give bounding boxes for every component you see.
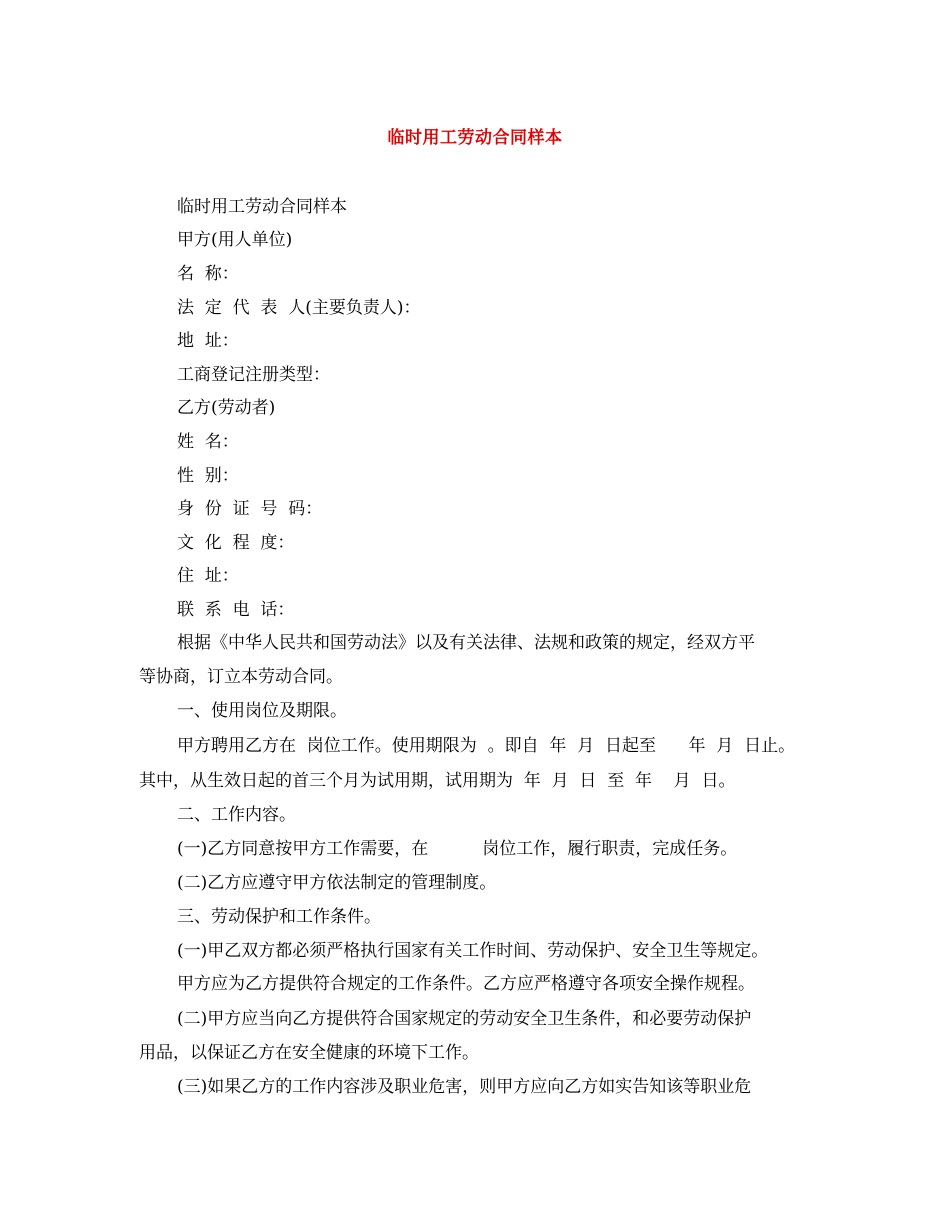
section-3-line-3: (二)甲方应当向乙方提供符合国家规定的劳动安全卫生条件，和必要劳动保护: [177, 1009, 752, 1029]
party-b-line: 乙方(劳动者): [177, 398, 276, 418]
section-3-line-2: 甲方应为乙方提供符合规定的工作条件。乙方应严格遵守各项安全操作规程。: [177, 974, 755, 994]
party-b-id-field: 身 份 证 号 码：: [177, 499, 323, 519]
party-a-name-field: 名 称：: [177, 264, 239, 284]
party-b-gender-field: 性 别：: [177, 466, 239, 486]
party-a-address-field: 地 址：: [177, 331, 239, 351]
preamble-line-1: 根据《中华人民共和国劳动法》以及有关法律、法规和政策的规定，经双方平: [177, 633, 755, 653]
section-3-line-5: (三)如果乙方的工作内容涉及职业危害，则甲方应向乙方如实告知该等职业危: [177, 1077, 752, 1097]
preamble-line-2: 等协商，订立本劳动合同。: [139, 667, 343, 687]
party-b-phone-field: 联 系 电 话：: [177, 600, 295, 620]
doc-heading-line: 临时用工劳动合同样本: [177, 197, 347, 217]
party-a-line: 甲方(用人单位): [177, 230, 293, 250]
section-heading-3: 三、劳动保护和工作条件。: [177, 907, 381, 927]
party-b-address-field: 住 址：: [177, 566, 239, 586]
party-b-education-field: 文 化 程 度：: [177, 533, 295, 553]
section-3-line-4: 用品，以保证乙方在安全健康的环境下工作。: [139, 1043, 479, 1063]
section-1-line-1: 甲方聘用乙方在 岗位工作。使用期限为 。即自 年 月 日起至 年 月 日止。: [177, 736, 796, 756]
party-b-name-field: 姓 名：: [177, 432, 239, 452]
page-title: 临时用工劳动合同样本: [387, 128, 563, 148]
party-a-regtype-field: 工商登记注册类型：: [177, 365, 330, 385]
section-3-line-1: (一)甲乙双方都必须严格执行国家有关工作时间、劳动保护、安全卫生等规定。: [177, 941, 769, 961]
section-heading-2: 二、工作内容。: [177, 805, 296, 825]
section-2-line-1: (一)乙方同意按甲方工作需要，在 岗位工作，履行职责，完成任务。: [177, 839, 738, 859]
party-a-rep-field: 法 定 代 表 人(主要负责人)：: [177, 298, 421, 318]
section-1-line-2: 其中，从生效日起的首三个月为试用期，试用期为 年 月 日 至 年 月 日。: [139, 771, 736, 791]
section-heading-1: 一、使用岗位及期限。: [177, 701, 347, 721]
section-2-line-2: (二)乙方应遵守甲方依法制定的管理制度。: [177, 873, 497, 893]
